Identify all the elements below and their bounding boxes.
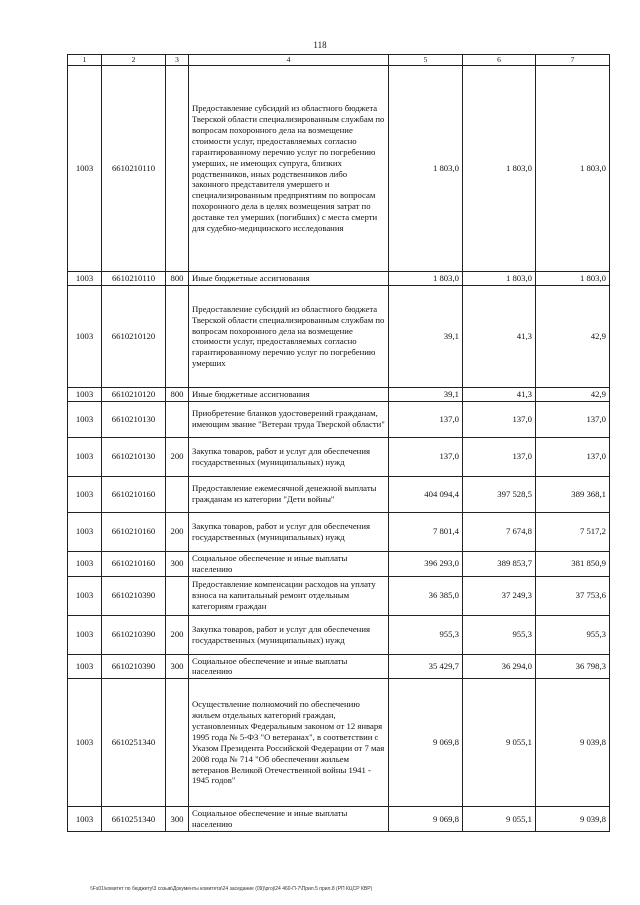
target-article-cell: 6610251340 — [102, 807, 166, 832]
expense-type-cell — [166, 401, 189, 437]
amount-2021-cell: 42,9 — [536, 285, 610, 387]
description-cell: Социальное обеспечение и иные выплаты населению — [189, 551, 389, 576]
target-article-cell: 6610210120 — [102, 285, 166, 387]
table-row — [68, 679, 610, 807]
amount-2020-cell: 1 803,0 — [463, 66, 536, 272]
target-article-cell: 6610210390 — [102, 654, 166, 679]
expense-type-cell: 800 — [166, 272, 189, 286]
table-row — [68, 551, 610, 576]
target-article-cell: 6610210390 — [102, 615, 166, 654]
target-article-cell: 6610210160 — [102, 512, 166, 551]
amount-2021-cell: 1 803,0 — [536, 272, 610, 286]
expense-type-cell — [166, 576, 189, 615]
amount-2019-cell: 9 069,8 — [389, 807, 463, 832]
expense-type-cell — [166, 679, 189, 807]
section-code-cell: 1003 — [68, 654, 102, 679]
amount-2021-cell: 137,0 — [536, 437, 610, 476]
table-row — [68, 654, 610, 679]
page-number: 118 — [313, 40, 327, 50]
expense-type-cell — [166, 476, 189, 512]
expense-type-cell: 200 — [166, 615, 189, 654]
table-row — [68, 401, 610, 437]
amount-2020-cell: 397 528,5 — [463, 476, 536, 512]
description-cell: Предоставление субсидий из областного бюджета Тверской области специализированным службам по вопросам похоронного дела на возмещение стоимости услуг, предоставляемых согласно гарантированному перечню услуг по погребению умерших, не имеющих супруга, близких родственников, иных родственников либо законного представителя умершего и специализированным предприятиям по вопросам похоронного дела в целях возмещения затрат по доставке тел умерших (погибших) с места смерти для судебно-медицинского исследования — [189, 66, 389, 272]
amount-2021-cell: 137,0 — [536, 401, 610, 437]
table-row — [68, 272, 610, 286]
expense-type-cell: 800 — [166, 387, 189, 401]
table-row — [68, 615, 610, 654]
amount-2020-cell: 955,3 — [463, 615, 536, 654]
table-row — [68, 807, 610, 832]
file-path-footer: \\Fs01\комитет по бюджету\3 созыв\Документы комитета\24 заседание (09)\proj\24 460-П-7\Прил.5 прил.8 (РП КЦСР КВР) — [90, 886, 373, 892]
description-cell: Закупка товаров, работ и услуг для обеспечения государственных (муниципальных) нужд — [189, 437, 389, 476]
description-cell: Предоставление компенсации расходов на уплату взноса на капитальный ремонт отдельным категориям граждан — [189, 576, 389, 615]
target-article-cell: 6610210130 — [102, 401, 166, 437]
column-number-row — [68, 55, 610, 66]
expense-type-cell: 200 — [166, 437, 189, 476]
amount-2019-cell: 35 429,7 — [389, 654, 463, 679]
section-code-cell: 1003 — [68, 615, 102, 654]
target-article-cell: 6610210160 — [102, 476, 166, 512]
amount-2019-cell: 39,1 — [389, 285, 463, 387]
description-cell: Социальное обеспечение и иные выплаты населению — [189, 807, 389, 832]
amount-2019-cell: 7 801,4 — [389, 512, 463, 551]
column-number: 7 — [536, 55, 610, 66]
amount-2019-cell: 1 803,0 — [389, 272, 463, 286]
amount-2020-cell: 137,0 — [463, 437, 536, 476]
target-article-cell: 6610210130 — [102, 437, 166, 476]
amount-2019-cell: 39,1 — [389, 387, 463, 401]
amount-2021-cell: 36 798,3 — [536, 654, 610, 679]
column-number: 3 — [166, 55, 189, 66]
section-code-cell: 1003 — [68, 387, 102, 401]
target-article-cell: 6610210110 — [102, 66, 166, 272]
amount-2019-cell: 396 293,0 — [389, 551, 463, 576]
amount-2021-cell: 37 753,6 — [536, 576, 610, 615]
target-article-cell: 6610210110 — [102, 272, 166, 286]
budget-table — [67, 54, 610, 832]
expense-type-cell: 300 — [166, 654, 189, 679]
column-number: 4 — [189, 55, 389, 66]
description-cell: Иные бюджетные ассигнования — [189, 387, 389, 401]
amount-2021-cell: 42,9 — [536, 387, 610, 401]
target-article-cell: 6610210120 — [102, 387, 166, 401]
description-cell: Социальное обеспечение и иные выплаты населению — [189, 654, 389, 679]
table-row — [68, 576, 610, 615]
section-code-cell: 1003 — [68, 807, 102, 832]
amount-2019-cell: 1 803,0 — [389, 66, 463, 272]
section-code-cell: 1003 — [68, 679, 102, 807]
description-cell: Иные бюджетные ассигнования — [189, 272, 389, 286]
amount-2020-cell: 137,0 — [463, 401, 536, 437]
description-cell: Приобретение бланков удостоверений гражданам, имеющим звание "Ветеран труда Тверской области" — [189, 401, 389, 437]
amount-2021-cell: 7 517,2 — [536, 512, 610, 551]
section-code-cell: 1003 — [68, 66, 102, 272]
amount-2020-cell: 9 055,1 — [463, 807, 536, 832]
description-cell: Осуществление полномочий по обеспечению жильем отдельных категорий граждан, установленных Федеральным законом от 12 января 1995 года № 5-ФЗ "О ветеранах", в соответствии с Указом Президента Российской Федерации от 7 мая 2008 года № 714 "Об обеспечении жильем ветеранов Великой Отечественной войны 1941 - 1945 годов" — [189, 679, 389, 807]
section-code-cell: 1003 — [68, 512, 102, 551]
amount-2021-cell: 381 850,9 — [536, 551, 610, 576]
section-code-cell: 1003 — [68, 476, 102, 512]
column-number: 6 — [463, 55, 536, 66]
section-code-cell: 1003 — [68, 401, 102, 437]
target-article-cell: 6610251340 — [102, 679, 166, 807]
amount-2020-cell: 41,3 — [463, 285, 536, 387]
amount-2021-cell: 9 039,8 — [536, 807, 610, 832]
amount-2020-cell: 7 674,8 — [463, 512, 536, 551]
table-row — [68, 66, 610, 272]
section-code-cell: 1003 — [68, 285, 102, 387]
amount-2019-cell: 404 094,4 — [389, 476, 463, 512]
amount-2020-cell: 36 294,0 — [463, 654, 536, 679]
amount-2021-cell: 9 039,8 — [536, 679, 610, 807]
expense-type-cell — [166, 66, 189, 272]
amount-2020-cell: 9 055,1 — [463, 679, 536, 807]
amount-2019-cell: 137,0 — [389, 401, 463, 437]
amount-2020-cell: 37 249,3 — [463, 576, 536, 615]
column-number: 5 — [389, 55, 463, 66]
section-code-cell: 1003 — [68, 551, 102, 576]
amount-2020-cell: 389 853,7 — [463, 551, 536, 576]
column-number: 2 — [102, 55, 166, 66]
table-row — [68, 285, 610, 387]
amount-2021-cell: 955,3 — [536, 615, 610, 654]
amount-2020-cell: 1 803,0 — [463, 272, 536, 286]
table-row — [68, 512, 610, 551]
table-row — [68, 437, 610, 476]
description-cell: Предоставление субсидий из областного бюджета Тверской области специализированным службам по вопросам похоронного дела на возмещение стоимости услуг, предоставляемых согласно гарантированному перечню услуг по погребению умерших — [189, 285, 389, 387]
expense-type-cell: 300 — [166, 807, 189, 832]
target-article-cell: 6610210160 — [102, 551, 166, 576]
amount-2020-cell: 41,3 — [463, 387, 536, 401]
amount-2021-cell: 1 803,0 — [536, 66, 610, 272]
description-cell: Закупка товаров, работ и услуг для обеспечения государственных (муниципальных) нужд — [189, 615, 389, 654]
section-code-cell: 1003 — [68, 272, 102, 286]
table-row — [68, 476, 610, 512]
amount-2019-cell: 137,0 — [389, 437, 463, 476]
amount-2019-cell: 9 069,8 — [389, 679, 463, 807]
amount-2019-cell: 955,3 — [389, 615, 463, 654]
section-code-cell: 1003 — [68, 576, 102, 615]
section-code-cell: 1003 — [68, 437, 102, 476]
expense-type-cell: 300 — [166, 551, 189, 576]
expense-type-cell — [166, 285, 189, 387]
expense-type-cell: 200 — [166, 512, 189, 551]
amount-2019-cell: 36 385,0 — [389, 576, 463, 615]
column-number: 1 — [68, 55, 102, 66]
amount-2021-cell: 389 368,1 — [536, 476, 610, 512]
table-row — [68, 387, 610, 401]
description-cell: Предоставление ежемесячной денежной выплаты гражданам из категории "Дети войны" — [189, 476, 389, 512]
target-article-cell: 6610210390 — [102, 576, 166, 615]
description-cell: Закупка товаров, работ и услуг для обеспечения государственных (муниципальных) нужд — [189, 512, 389, 551]
